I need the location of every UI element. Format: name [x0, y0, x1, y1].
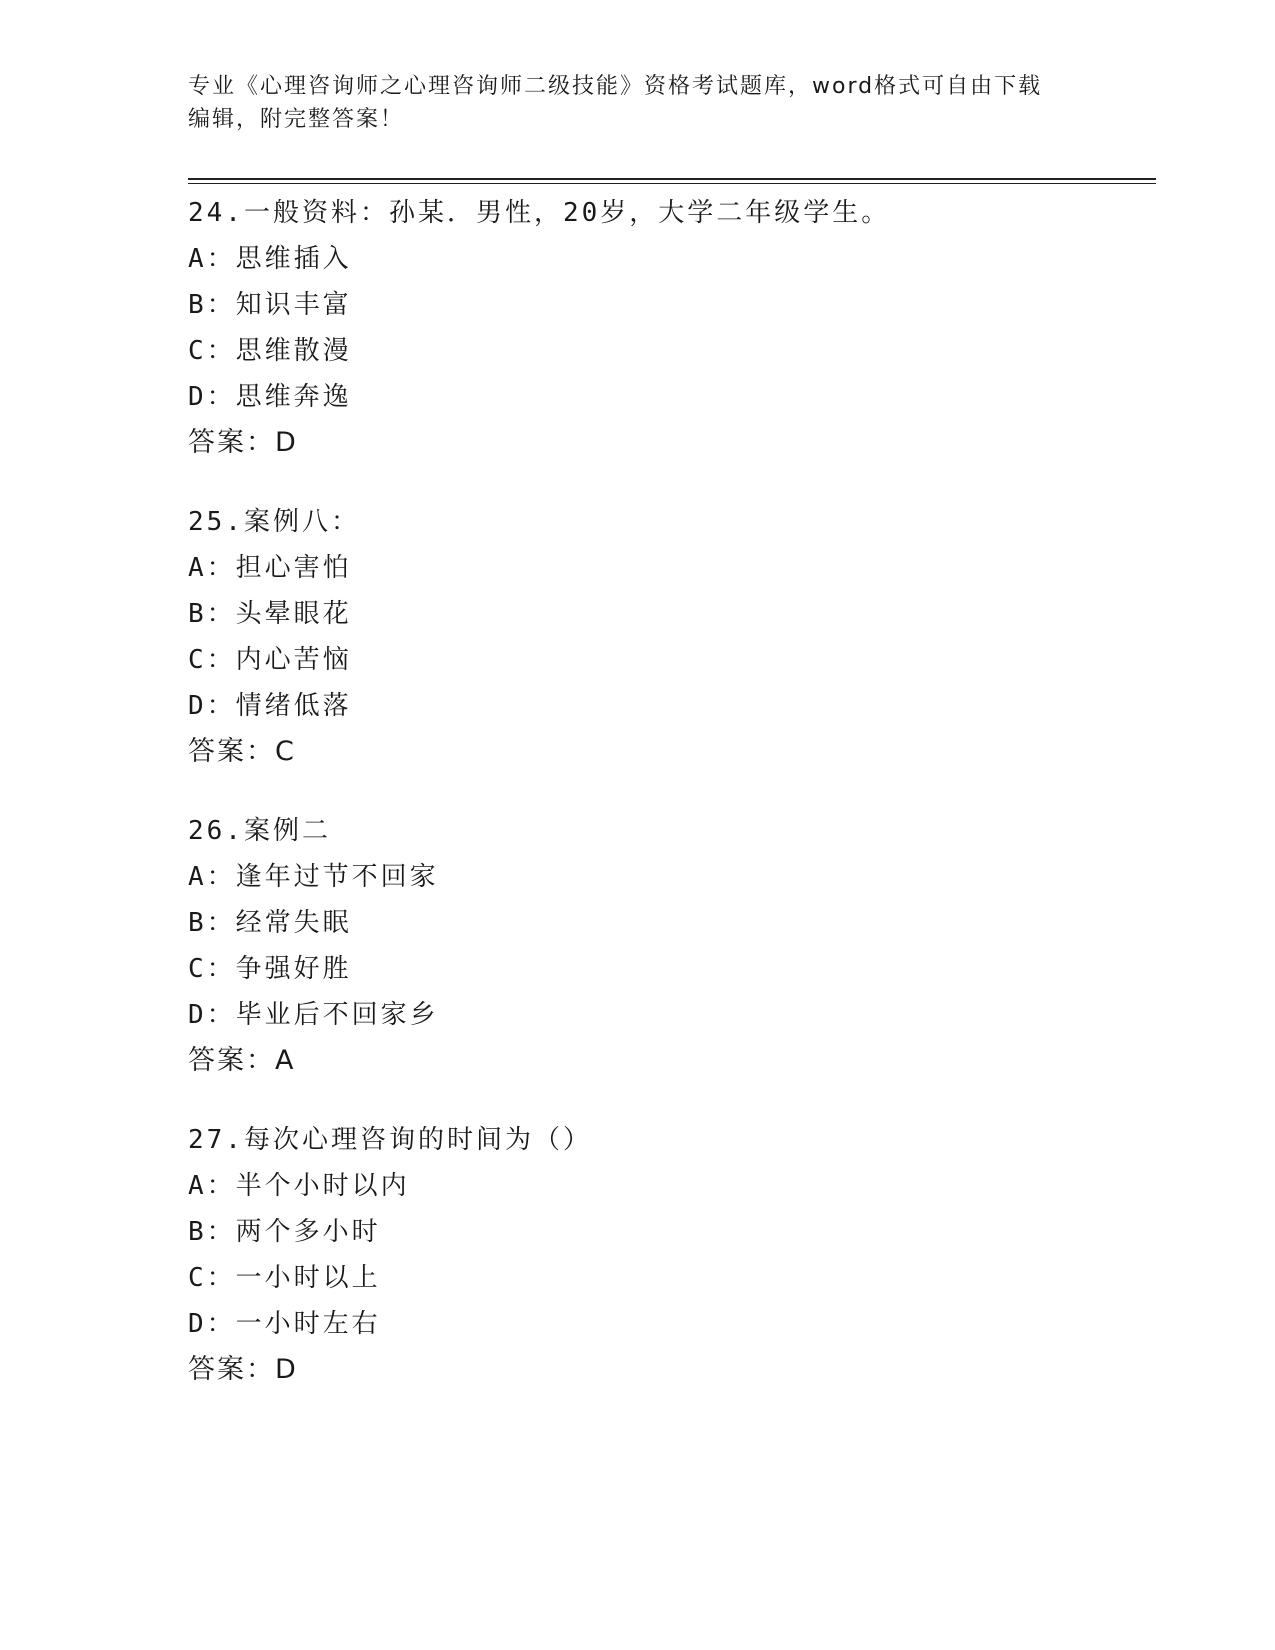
option-b: B：知识丰富: [188, 290, 352, 320]
option-c: C：一小时以上: [188, 1263, 381, 1293]
option-b: B：两个多小时: [188, 1217, 381, 1247]
option-d: D：毕业后不回家乡: [188, 1000, 439, 1030]
option-c: C：思维散漫: [188, 336, 352, 366]
answer-line: 答案：D: [188, 1354, 298, 1385]
option-b: B：头晕眼花: [188, 599, 352, 629]
header-line-2: 编辑，附完整答案！: [188, 107, 405, 132]
answer-line: 答案：D: [188, 427, 298, 458]
option-c: C：内心苦恼: [188, 645, 352, 675]
question-25: [188, 499, 1148, 775]
question-27: [188, 1117, 1148, 1393]
option-b: B：经常失眠: [188, 908, 352, 938]
question-26: [188, 808, 1148, 1084]
header-divider-thick: [188, 178, 1156, 180]
option-c: C：争强好胜: [188, 954, 352, 984]
question-stem: 27.每次心理咨询的时间为（）: [188, 1125, 592, 1155]
option-a: A：思维插入: [188, 244, 352, 274]
question-stem: 25.案例八：: [188, 507, 360, 537]
question-24: [188, 190, 1148, 466]
option-a: A：半个小时以内: [188, 1171, 410, 1201]
question-stem: 24.一般资料：孙某．男性，20岁，大学二年级学生。: [188, 198, 891, 228]
option-d: D：一小时左右: [188, 1309, 381, 1339]
answer-line: 答案：A: [188, 1045, 296, 1076]
option-a: A：担心害怕: [188, 553, 352, 583]
document-header: [188, 70, 1088, 136]
header-divider-thin: [188, 183, 1156, 184]
option-d: D：情绪低落: [188, 691, 352, 721]
question-stem: 26.案例二: [188, 816, 331, 846]
answer-line: 答案：C: [188, 736, 296, 767]
header-line-1: 专业《心理咨询师之心理咨询师二级技能》资格考试题库，word格式可自由下载: [188, 74, 1043, 99]
option-a: A：逢年过节不回家: [188, 862, 439, 892]
option-d: D：思维奔逸: [188, 382, 352, 412]
question-list: [188, 190, 1148, 1426]
